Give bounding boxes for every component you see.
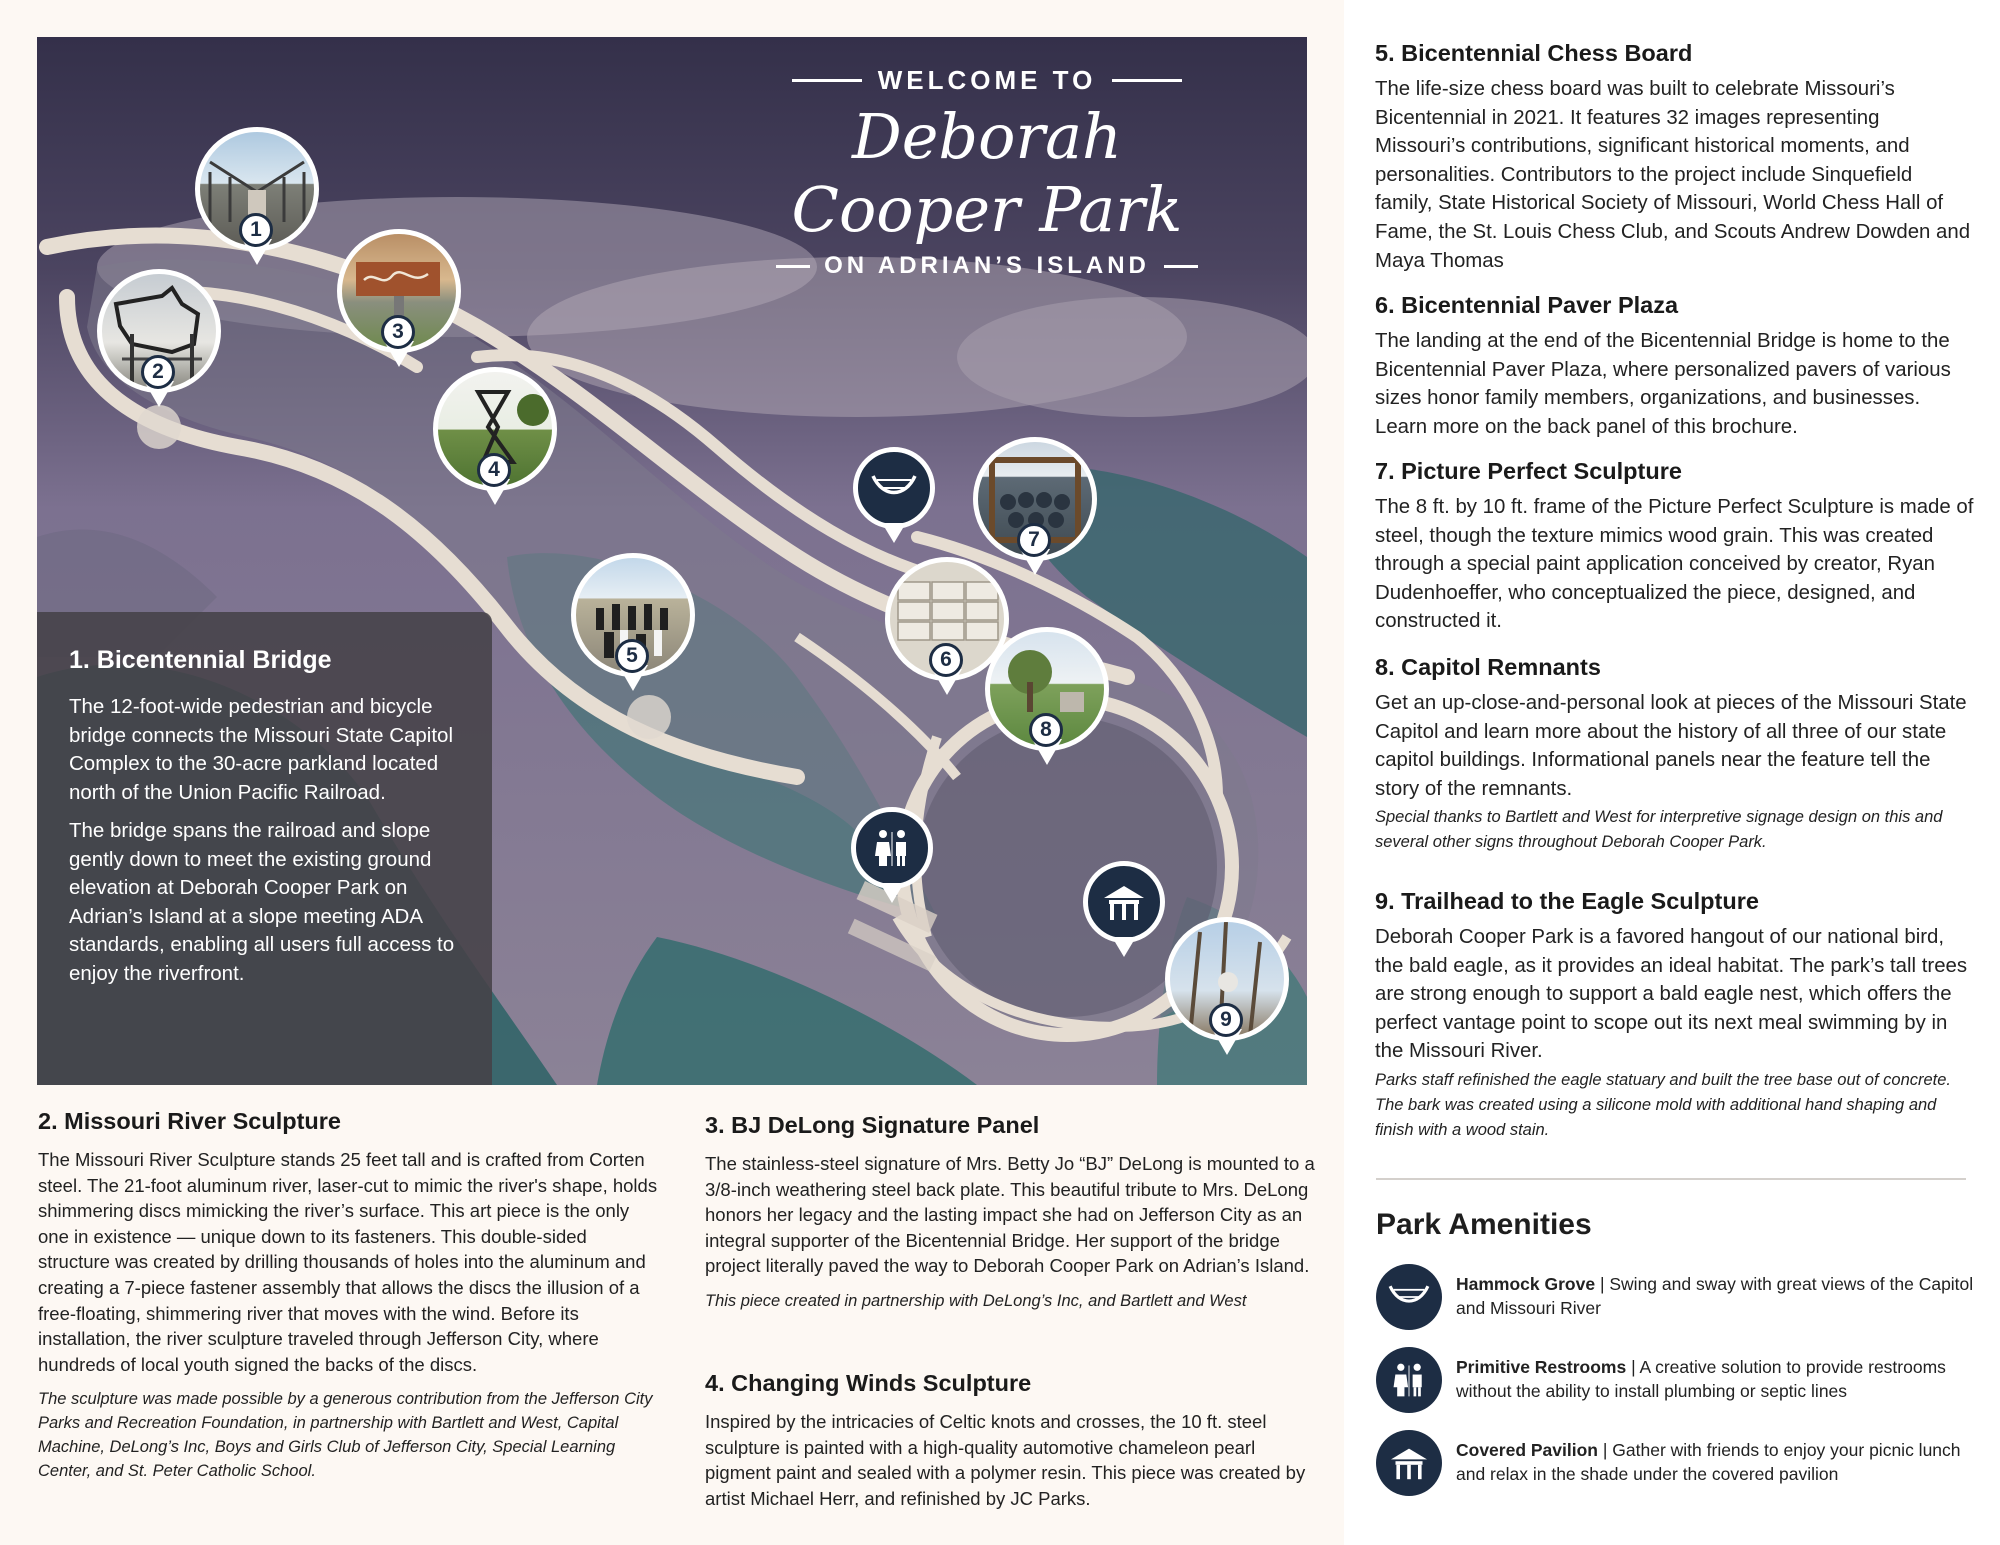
island-subtitle: ON ADRIAN’S ISLAND (824, 252, 1150, 279)
amenity-covered-pavilion (1376, 1430, 1976, 1496)
subtitle-rule-right (1164, 265, 1198, 268)
section-1-paragraph-1: The 12-foot-wide pedestrian and bicycle bridge connects the Missouri State Capitol Complex to the 30-acre parkland located north of the Union Pacific Railroad. (69, 695, 454, 804)
pavilion-icon (1376, 1430, 1442, 1496)
island-subtitle-line (737, 252, 1237, 280)
section-1-title: 1. Bicentennial Bridge (69, 646, 332, 674)
map-hammock-marker[interactable] (853, 447, 935, 547)
park-name-title: Deborah Cooper Park (791, 100, 1183, 246)
amenity-description: A creative solution to provide restrooms without the ability to install plumbing or septic lines (1456, 1357, 1946, 1401)
section-7-title: 7. Picture Perfect Sculpture (1375, 458, 1682, 484)
map-pin-7[interactable] (973, 437, 1097, 587)
section-9-title: 9. Trailhead to the Eagle Sculpture (1375, 888, 1759, 914)
pin-number: 1 (239, 213, 273, 247)
pavilion-icon (1083, 861, 1165, 943)
pin-number: 2 (141, 355, 175, 389)
amenity-hammock-grove (1376, 1264, 1976, 1330)
map-title-block (737, 65, 1237, 280)
amenity-name: Primitive Restrooms (1456, 1357, 1627, 1377)
section-2-title: 2. Missouri River Sculpture (38, 1108, 341, 1134)
amenity-text (1456, 1264, 1976, 1320)
map-pin-2[interactable] (97, 269, 221, 419)
restroom-icon (851, 807, 933, 889)
amenity-description: Swing and sway with great views of the Capitol and Missouri River (1456, 1274, 1974, 1318)
title-rule-left (792, 79, 862, 82)
section-6-title: 6. Bicentennial Paver Plaza (1375, 292, 1679, 318)
map-pin-8[interactable] (985, 627, 1109, 777)
map-pin-9[interactable] (1165, 917, 1289, 1067)
amenity-name: Covered Pavilion (1456, 1440, 1598, 1460)
amenity-separator: | (1595, 1274, 1610, 1294)
section-7-body: The 8 ft. by 10 ft. frame of the Picture Perfect Sculpture is made of steel, though the texture mimics wood grain. This was created through a special paint application conceived by creator, Ryan Dudenhoeffer, who conceptualized the piece, designed, and constructed it. (1375, 496, 1974, 633)
section-5-body: The life-size chess board was built to celebrate Missouri’s Bicentennial in 2021. It features 32 images representing Missouri’s contributions, significant historical moments, and personalities. Contributors to the project include Sinquefield family, State Historical Society of Missouri, World Chess Hall of Fame, the St. Louis Chess Club, and Scouts Andrew Dowden and Maya Thomas (1375, 78, 1971, 272)
section-8-title: 8. Capitol Remnants (1375, 654, 1601, 680)
hammock-icon (1376, 1264, 1442, 1330)
amenities-title: Park Amenities (1376, 1208, 1592, 1241)
map-pin-4[interactable] (433, 367, 557, 517)
section-8-body: Get an up-close-and-personal look at pieces of the Missouri State Capitol and learn more about the history of all three of our state capitol buildings. Informational panels near the feature tell the story of the remnants. (1375, 692, 1967, 800)
section-2 (38, 1108, 658, 1483)
amenity-separator: | (1626, 1357, 1640, 1377)
section-6 (1375, 292, 1975, 441)
section-3 (705, 1112, 1325, 1313)
pin-number: 8 (1029, 713, 1063, 747)
section-4-body: Inspired by the intricacies of Celtic knots and crosses, the 10 ft. steel sculpture is painted with a high-quality automotive chameleon pearl pigment paint and sealed with a polymer resin. This piece was created by artist Michael Herr, and refinished by JC Parks. (705, 1411, 1306, 1509)
pin-number: 5 (615, 639, 649, 673)
pin-number: 3 (381, 315, 415, 349)
map-pavilion-marker[interactable] (1083, 861, 1165, 961)
map-pin-1[interactable] (195, 127, 319, 277)
bridge-info-panel (37, 612, 492, 1085)
welcome-line (737, 65, 1237, 96)
section-9-body: Deborah Cooper Park is a favored hangout of our national bird, the bald eagle, as it provides an ideal habitat. The park’s tall trees are strong enough to support a bald eagle nest, which offers the perfect vantage point to scope out its next meal swimming by in the Missouri River. (1375, 926, 1968, 1063)
pin-number: 9 (1209, 1003, 1243, 1037)
marker-tip (880, 883, 904, 903)
amenity-primitive-restrooms (1376, 1347, 1976, 1413)
section-3-body: The stainless-steel signature of Mrs. Betty Jo “BJ” DeLong is mounted to a 3/8-inch weathering steel back plate. This beautiful tribute to Mrs. DeLong honors her legacy and the lasting impact she had on Jefferson City as an integral supporter of the Bicentennial Bridge. Her support of the bridge project literally paved the way to Deborah Cooper Park on Adrian’s Island. (705, 1153, 1315, 1277)
amenity-description: Gather with friends to enjoy your picnic lunch and relax in the shade under the covered pavilion (1456, 1440, 1961, 1484)
amenity-text (1456, 1430, 1976, 1486)
restroom-icon (1376, 1347, 1442, 1413)
map-restroom-marker[interactable] (851, 807, 933, 907)
marker-tip (882, 523, 906, 543)
section-8 (1375, 654, 1975, 855)
amenity-separator: | (1598, 1440, 1613, 1460)
section-4-title: 4. Changing Winds Sculpture (705, 1370, 1032, 1396)
section-9-note: Parks staff refinished the eagle statuary and built the tree base out of concrete. The bark was created using a silicone mold with additional hand shaping and finish with a wood stain. (1375, 1070, 1952, 1139)
section-4 (705, 1370, 1325, 1511)
section-1-paragraph-2: The bridge spans the railroad and slope gently down to meet the existing ground elevation at Deborah Cooper Park on Adrian’s Island at a slope meeting ADA standards, enabling all users full access to enjoy the riverfront. (69, 819, 455, 985)
section-2-body: The Missouri River Sculpture stands 25 feet tall and is crafted from Corten steel. The 21-foot aluminum river, laser-cut to mimic the river's shape, holds shimmering discs mimicking the river’s surface. This art piece is the only one in existence — unique down to its fasteners. This double-sided structure was created by drilling thousands of holes into the aluminum and creating a 7-piece fastener assembly that allows the discs the illusion of a free-floating, shimmering river that moves with the wind. Before its installation, the river sculpture traveled through Jefferson City, where hundreds of local youth signed the backs of the discs. (38, 1149, 658, 1375)
section-7 (1375, 458, 1975, 636)
pin-number: 6 (929, 643, 963, 677)
welcome-text: WELCOME TO (877, 65, 1097, 95)
hammock-icon (853, 447, 935, 529)
section-3-title: 3. BJ DeLong Signature Panel (705, 1112, 1040, 1138)
section-3-note: This piece created in partnership with DeLong’s Inc, and Bartlett and West (705, 1291, 1247, 1310)
section-2-note: The sculpture was made possible by a generous contribution from the Jefferson City Parks and Recreation Foundation, in partnership with Bartlett and West, Capital Machine, DeLong’s Inc, Boys and Girls Club of Jefferson City, Special Learning Center, and St. Peter Catholic School. (38, 1390, 653, 1481)
pin-number: 4 (477, 453, 511, 487)
section-6-body: The landing at the end of the Bicentennial Bridge is home to the Bicentennial Paver Plaza, where personalized pavers of various sizes honor family members, organizations, and businesses. Learn more on the back panel of this brochure. (1375, 330, 1951, 438)
section-5-title: 5. Bicentennial Chess Board (1375, 40, 1693, 66)
subtitle-rule-left (776, 265, 810, 268)
amenity-text (1456, 1347, 1976, 1403)
section-divider (1376, 1178, 1966, 1180)
section-8-note: Special thanks to Bartlett and West for interpretive signage design on this and several other signs throughout Deborah Cooper Park. (1375, 808, 1943, 852)
marker-tip (1112, 937, 1136, 957)
pin-number: 7 (1017, 523, 1051, 557)
section-9 (1375, 888, 1975, 1143)
map-pin-5[interactable] (571, 553, 695, 703)
section-5 (1375, 40, 1975, 275)
title-rule-right (1112, 79, 1182, 82)
map-pin-3[interactable] (337, 229, 461, 379)
amenity-name: Hammock Grove (1456, 1274, 1596, 1294)
